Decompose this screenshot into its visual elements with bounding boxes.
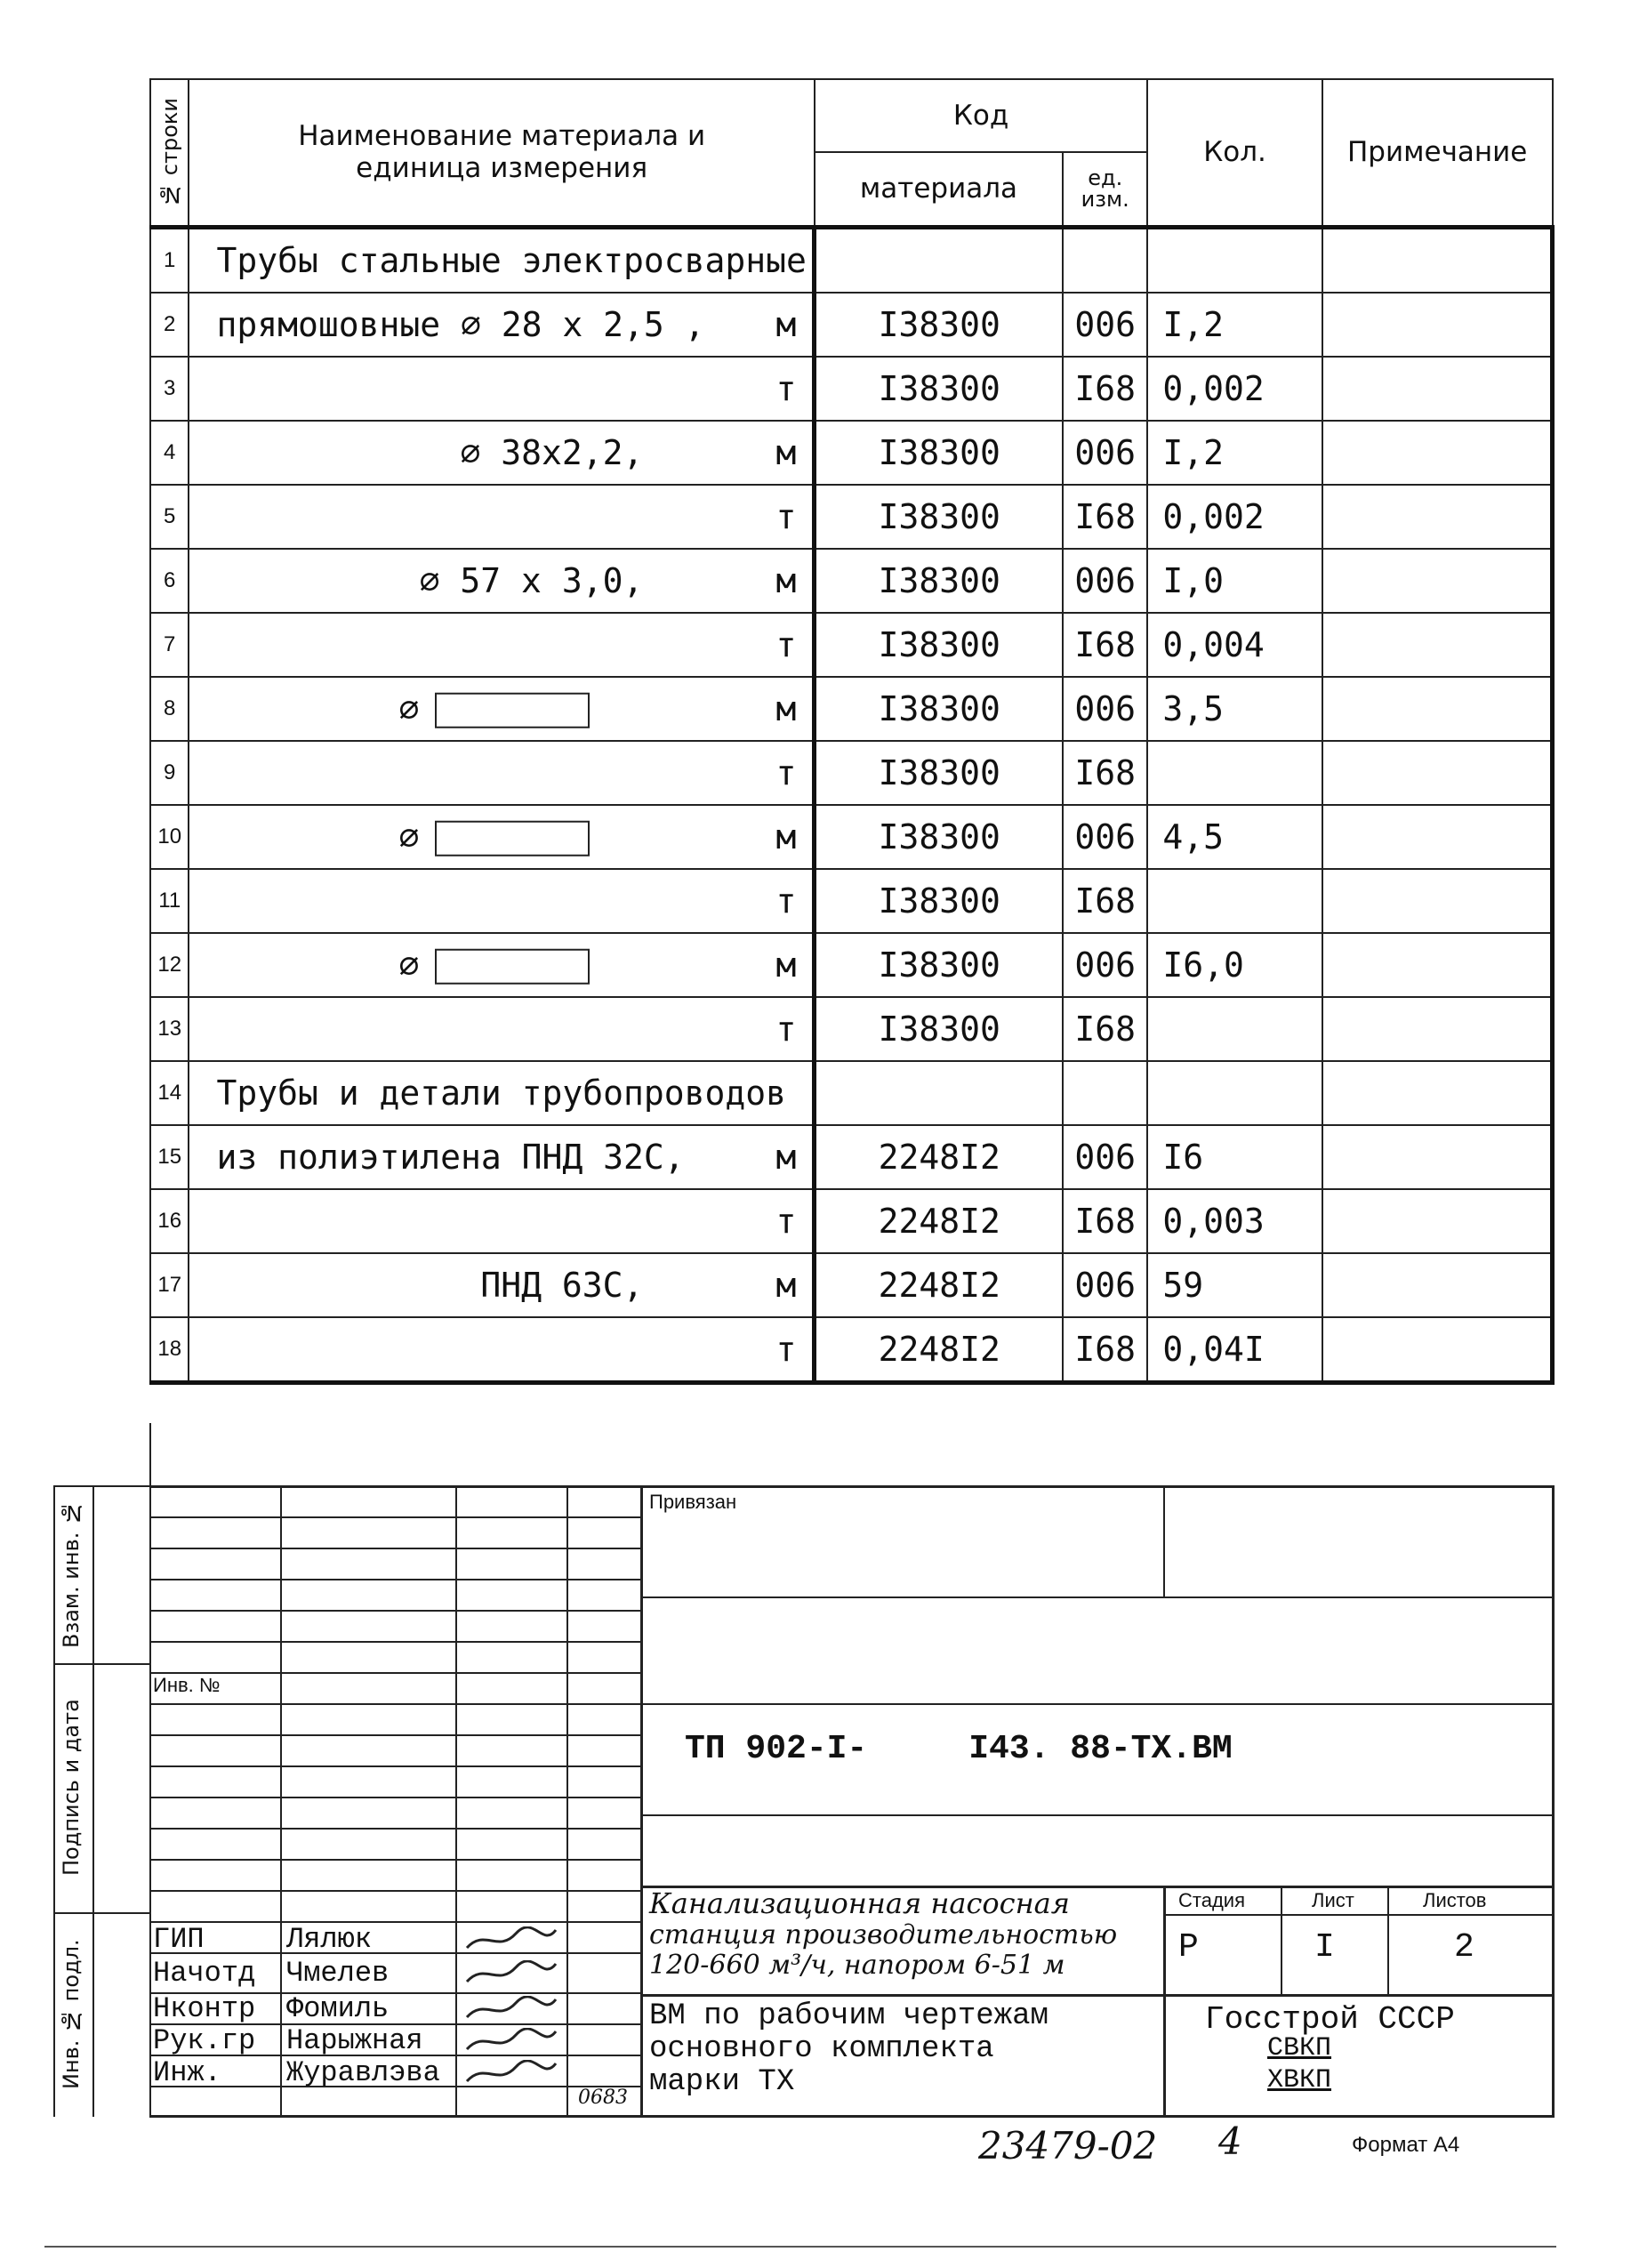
row-code: I38300: [815, 805, 1063, 869]
row-mid-text: ⌀ 57 x 3,0,: [419, 560, 644, 600]
row-number: 4: [150, 421, 189, 485]
row-number: 10: [150, 805, 189, 869]
row-unit-letter: м: [775, 560, 797, 600]
row-note: [1322, 1189, 1553, 1253]
row-name: [189, 1189, 814, 1253]
row-unit-letter: м: [775, 816, 797, 857]
row-left-text: Трубы стальные электросварные: [216, 240, 807, 280]
blank-field-box: [435, 693, 590, 728]
stamp-org-2: СВКП: [1267, 2033, 1332, 2063]
header-qty: Кол.: [1147, 79, 1322, 227]
row-unit-letter: т: [775, 368, 797, 408]
signature-mark: [462, 2060, 560, 2085]
row-number: 1: [150, 227, 189, 293]
table-row: [150, 227, 1553, 293]
row-unit-code: I68: [1063, 997, 1147, 1061]
blank-field-box: [435, 821, 590, 857]
footer-format: Формат А4: [1352, 2133, 1460, 2157]
row-qty: 4,5: [1147, 805, 1322, 869]
row-name: [189, 613, 814, 677]
footer-archive-no: 23479-02: [978, 2124, 1158, 2167]
row-qty: 0,002: [1147, 485, 1322, 549]
table-row: [150, 677, 1553, 741]
row-unit-letter: т: [775, 1329, 797, 1369]
side-inv-podl-label: Инв. № подл.: [59, 1939, 84, 2090]
row-name: [189, 485, 814, 549]
row-qty: 0,04I: [1147, 1317, 1322, 1383]
table-row: [150, 421, 1553, 485]
signature-mark: [462, 1960, 560, 1985]
stamp-person-role: Начотд: [153, 1957, 256, 1990]
row-unit-code: I68: [1063, 869, 1147, 933]
row-number: 12: [150, 933, 189, 997]
row-number: 16: [150, 1189, 189, 1253]
table-row: [150, 1125, 1553, 1189]
row-number: 8: [150, 677, 189, 741]
stamp-date: 0683: [578, 2087, 628, 2109]
signature-mark: [462, 1996, 560, 2021]
row-qty: [1147, 869, 1322, 933]
row-qty: 59: [1147, 1253, 1322, 1317]
row-note: [1322, 805, 1553, 869]
row-unit-letter: м: [775, 432, 797, 472]
row-unit-letter: м: [775, 1137, 797, 1177]
row-unit-letter: м: [775, 304, 797, 344]
row-note: [1322, 1125, 1553, 1189]
stamp-sub-3: марки ТХ: [649, 2065, 795, 2099]
header-code: Код: [815, 79, 1147, 152]
stamp-person-name: Фомиль: [286, 1992, 390, 2025]
row-name: [189, 997, 814, 1061]
signature-mark: [462, 1926, 560, 1951]
row-code: I38300: [815, 549, 1063, 613]
row-code: I38300: [815, 357, 1063, 421]
table-row: [150, 485, 1553, 549]
table-row: [150, 357, 1553, 421]
row-code: 2248I2: [815, 1317, 1063, 1383]
row-unit-letter: т: [775, 1201, 797, 1241]
row-unit-letter: т: [775, 881, 797, 921]
row-number: 7: [150, 613, 189, 677]
row-name: [189, 933, 814, 997]
stamp-sheet: I: [1314, 1928, 1335, 1966]
row-qty: I,2: [1147, 421, 1322, 485]
row-qty: I6,0: [1147, 933, 1322, 997]
row-name: [189, 549, 814, 613]
stamp-sheets: 2: [1454, 1928, 1474, 1966]
table-row: [150, 997, 1553, 1061]
stamp-person-name: Лялюк: [286, 1923, 373, 1956]
row-code: I38300: [815, 421, 1063, 485]
stamp-person-role: Нконтр: [153, 1992, 256, 2025]
table-row: [150, 293, 1553, 357]
row-unit-code: 006: [1063, 293, 1147, 357]
row-note: [1322, 421, 1553, 485]
row-qty: [1147, 227, 1322, 293]
table-row: [150, 613, 1553, 677]
row-unit-code: 006: [1063, 677, 1147, 741]
row-code: 2248I2: [815, 1189, 1063, 1253]
stamp-inv-no-label: Инв. №: [153, 1674, 221, 1696]
side-podpis-label: Подпись и дата: [59, 1699, 84, 1877]
row-qty: 3,5: [1147, 677, 1322, 741]
row-qty: [1147, 997, 1322, 1061]
row-mid-text: ⌀: [398, 945, 420, 985]
blank-field-box: [435, 949, 590, 985]
row-name: [189, 677, 814, 741]
spec-table: [149, 78, 1555, 1385]
table-row: [150, 1317, 1553, 1383]
stamp-sheets-label: Листов: [1423, 1889, 1487, 1911]
stamp-org-3: ХВКП: [1267, 2065, 1332, 2095]
row-name: [189, 869, 814, 933]
stamp-sub-1: ВМ по рабочим чертежам: [649, 1999, 1048, 2033]
table-row: [150, 741, 1553, 805]
row-unit-code: 006: [1063, 1253, 1147, 1317]
row-number: 14: [150, 1061, 189, 1125]
row-mid-text: ⌀ 38x2,2,: [460, 432, 644, 472]
stamp-title-hw-3: 120-660 м³/ч, напором 6-51 м: [649, 1950, 1065, 1981]
row-note: [1322, 357, 1553, 421]
row-name: [189, 1061, 814, 1125]
row-unit-code: [1063, 1061, 1147, 1125]
row-code: I38300: [815, 293, 1063, 357]
row-left-text: прямошовные ⌀ 28 x 2,5 ,: [216, 304, 705, 344]
row-name: [189, 1253, 814, 1317]
row-qty: 0,004: [1147, 613, 1322, 677]
table-row: [150, 933, 1553, 997]
row-unit-code: 006: [1063, 933, 1147, 997]
row-unit-code: I68: [1063, 485, 1147, 549]
row-note: [1322, 933, 1553, 997]
row-unit-code: I68: [1063, 357, 1147, 421]
row-note: [1322, 613, 1553, 677]
row-unit-code: I68: [1063, 741, 1147, 805]
row-mid-text: ⌀: [398, 688, 420, 728]
row-unit-code: 006: [1063, 1125, 1147, 1189]
row-number: 15: [150, 1125, 189, 1189]
row-note: [1322, 227, 1553, 293]
stamp-org-1: Госстрой СССР: [1205, 2001, 1455, 2038]
stamp-stage: Р: [1178, 1928, 1199, 1966]
row-number: 6: [150, 549, 189, 613]
row-number: 2: [150, 293, 189, 357]
row-code: I38300: [815, 997, 1063, 1061]
row-note: [1322, 997, 1553, 1061]
footer-page: 4: [1218, 2119, 1242, 2163]
signature-mark: [462, 2028, 560, 2053]
row-note: [1322, 293, 1553, 357]
header-code-unit: ед. изм.: [1063, 152, 1147, 227]
stamp-person-name: Нарыжная: [286, 2024, 423, 2057]
stamp-title-hw-1: Канализационная насосная: [649, 1886, 1070, 1920]
row-code: I38300: [815, 933, 1063, 997]
row-qty: [1147, 741, 1322, 805]
row-note: [1322, 549, 1553, 613]
row-note: [1322, 485, 1553, 549]
table-row: [150, 1061, 1553, 1125]
row-unit-letter: т: [775, 624, 797, 664]
stamp-person-name: Чмелев: [286, 1957, 390, 1990]
row-code: [815, 227, 1063, 293]
row-code: I38300: [815, 485, 1063, 549]
row-unit-letter: м: [775, 1265, 797, 1305]
row-name: [189, 293, 814, 357]
row-unit-letter: т: [775, 752, 797, 792]
row-code: I38300: [815, 677, 1063, 741]
row-name: [189, 805, 814, 869]
row-unit-letter: т: [775, 496, 797, 536]
stamp-sheet-label: Лист: [1312, 1889, 1354, 1911]
row-qty: I6: [1147, 1125, 1322, 1189]
row-unit-code: [1063, 227, 1147, 293]
row-name: [189, 741, 814, 805]
header-code-material: материала: [815, 152, 1063, 227]
row-code: [815, 1061, 1063, 1125]
table-row: [150, 1189, 1553, 1253]
row-note: [1322, 1317, 1553, 1383]
row-qty: 0,002: [1147, 357, 1322, 421]
row-number: 9: [150, 741, 189, 805]
row-number: 17: [150, 1253, 189, 1317]
row-note: [1322, 741, 1553, 805]
row-left-text: из полиэтилена ПНД 32С,: [216, 1137, 685, 1177]
row-unit-code: I68: [1063, 1189, 1147, 1253]
row-mid-text: ⌀: [398, 816, 420, 857]
stamp-privyazan-label: Привязан: [649, 1491, 737, 1513]
row-unit-code: I68: [1063, 613, 1147, 677]
row-number: 3: [150, 357, 189, 421]
header-name: Наименование материала и единица измерения: [189, 79, 814, 227]
stamp-stage-label: Стадия: [1178, 1889, 1245, 1911]
row-name: [189, 227, 814, 293]
table-row: [150, 805, 1553, 869]
row-code: I38300: [815, 869, 1063, 933]
row-name: [189, 1317, 814, 1383]
header-note: Примечание: [1322, 79, 1553, 227]
stamp-sub-2: основного комплекта: [649, 2032, 994, 2066]
table-row: [150, 549, 1553, 613]
row-number: 11: [150, 869, 189, 933]
stamp-person-role: ГИП: [153, 1923, 205, 1956]
row-unit-code: 006: [1063, 421, 1147, 485]
row-qty: [1147, 1061, 1322, 1125]
row-code: I38300: [815, 741, 1063, 805]
row-note: [1322, 1061, 1553, 1125]
row-qty: I,0: [1147, 549, 1322, 613]
row-left-text: Трубы и детали трубопроводов: [216, 1073, 787, 1113]
row-name: [189, 1125, 814, 1189]
row-code: I38300: [815, 613, 1063, 677]
row-number: 13: [150, 997, 189, 1061]
row-name: [189, 357, 814, 421]
row-unit-letter: м: [775, 945, 797, 985]
row-name: [189, 421, 814, 485]
table-row: [150, 869, 1553, 933]
stamp-doc-code: ТП 902-I- I43. 88-ТХ.ВМ: [685, 1730, 1233, 1768]
row-code: 2248I2: [815, 1125, 1063, 1189]
row-qty: 0,003: [1147, 1189, 1322, 1253]
stamp-person-name: Журавлэва: [286, 2056, 440, 2089]
stamp-person-role: Инж.: [153, 2056, 221, 2089]
header-row-no: № строки: [150, 79, 189, 227]
row-unit-letter: м: [775, 688, 797, 728]
stamp-title-hw-2: станция производительностью: [649, 1919, 1118, 1950]
stamp-person-role: Рук.гр: [153, 2024, 256, 2057]
row-unit-code: 006: [1063, 805, 1147, 869]
row-unit-letter: т: [775, 1009, 797, 1049]
row-note: [1322, 1253, 1553, 1317]
row-number: 18: [150, 1317, 189, 1383]
row-note: [1322, 677, 1553, 741]
row-unit-code: 006: [1063, 549, 1147, 613]
row-code: 2248I2: [815, 1253, 1063, 1317]
row-unit-code: I68: [1063, 1317, 1147, 1383]
table-row: [150, 1253, 1553, 1317]
row-note: [1322, 869, 1553, 933]
row-mid-text: ПНД 63С,: [480, 1265, 644, 1305]
side-vzam-label: Взам. инв. №: [59, 1500, 84, 1648]
row-number: 5: [150, 485, 189, 549]
row-qty: I,2: [1147, 293, 1322, 357]
